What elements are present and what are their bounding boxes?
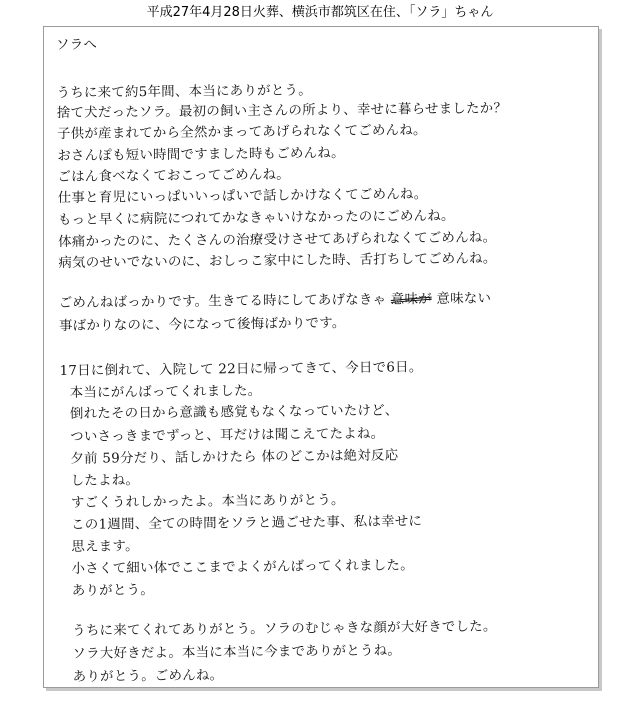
- crossed-out-text: 意味が: [391, 288, 432, 307]
- letter-line-15: 倒れたその日から意識も感覚もなくなっていたけど、: [69, 403, 399, 422]
- letter-line-13: 17日に倒れて、入院して 22日に帰ってきて、今日で6日。: [59, 360, 423, 379]
- letter-line-6: ごはん食べなくておこってごめんね。: [57, 167, 291, 185]
- letter-line-12: 事ばかりなのに、今になって後悔ばかりです。: [58, 315, 346, 334]
- letter-line-22: 小さくて細い体でここまでよくがんばってくれました。: [71, 558, 414, 577]
- letter-line-5: おさんぽも短い時間ですました時もごめんね。: [57, 145, 345, 164]
- letter-line-4: 子供が産まれてから全然かまってあげられなくてごめんね。: [56, 123, 427, 142]
- letter-line-7: 仕事と育児にいっぱいいっぱいで話しかけなくてごめんね。: [57, 187, 428, 206]
- letter-line-16: ついさっきまでずっと、耳だけは聞こえてたよね。: [70, 426, 385, 445]
- page-caption: 平成27年4月28日火葬、横浜市都筑区在住、「ソラ」ちゃん: [146, 5, 494, 20]
- letter-line-8: もっと早くに病院につれてかなきゃいけなかったのにごめんね。: [57, 208, 455, 228]
- letter-line-9: 体痛かったのに、たくさんの治療受けさせてあげられなくてごめんね。: [58, 230, 497, 250]
- letter-line-3: 捨て犬だったソラ。最初の飼い主さんの所より、幸せに暮らせましたか？: [56, 101, 508, 121]
- letter-line-11-tail: 意味ない: [436, 291, 492, 308]
- letter-line-19: すごくうれしかったよ。本当にありがとう。: [70, 493, 345, 511]
- letter-line-10: 病気のせいでないのに、おしっこ家中にした時、舌打ちしてごめんね。: [58, 251, 497, 271]
- letter-line-21: 思えます。: [71, 539, 139, 555]
- letter-line-11-text: ごめんねばっかりです。生きてる時にしてあげなきゃ: [58, 292, 387, 311]
- letter-line-1: ソラへ: [56, 37, 98, 53]
- letter-line-26: ありがとう。ごめんね。: [72, 668, 224, 685]
- letter-line-20: この1週間、全ての時間をソラと過ごせた事、私は幸せに: [71, 514, 423, 533]
- letter-line-2: うちに来て約5年間、本当にありがとう。: [56, 83, 312, 101]
- letter-line-18: したよね。: [70, 473, 140, 489]
- letter-line-23: ありがとう。: [71, 583, 155, 599]
- letter-line-17: 夕前 59分だり、話しかけたら 体のどこかは絶対反応: [70, 448, 399, 467]
- letter-line-25: ソラ大好きだよ。本当に本当に今までありがとうね。: [72, 643, 402, 662]
- letter-line-14: 本当にがんばってくれました。: [69, 383, 262, 401]
- letter-line-24: うちに来てくれてありがとう。ソラのむじゃきな顔が大好きでした。: [72, 619, 497, 639]
